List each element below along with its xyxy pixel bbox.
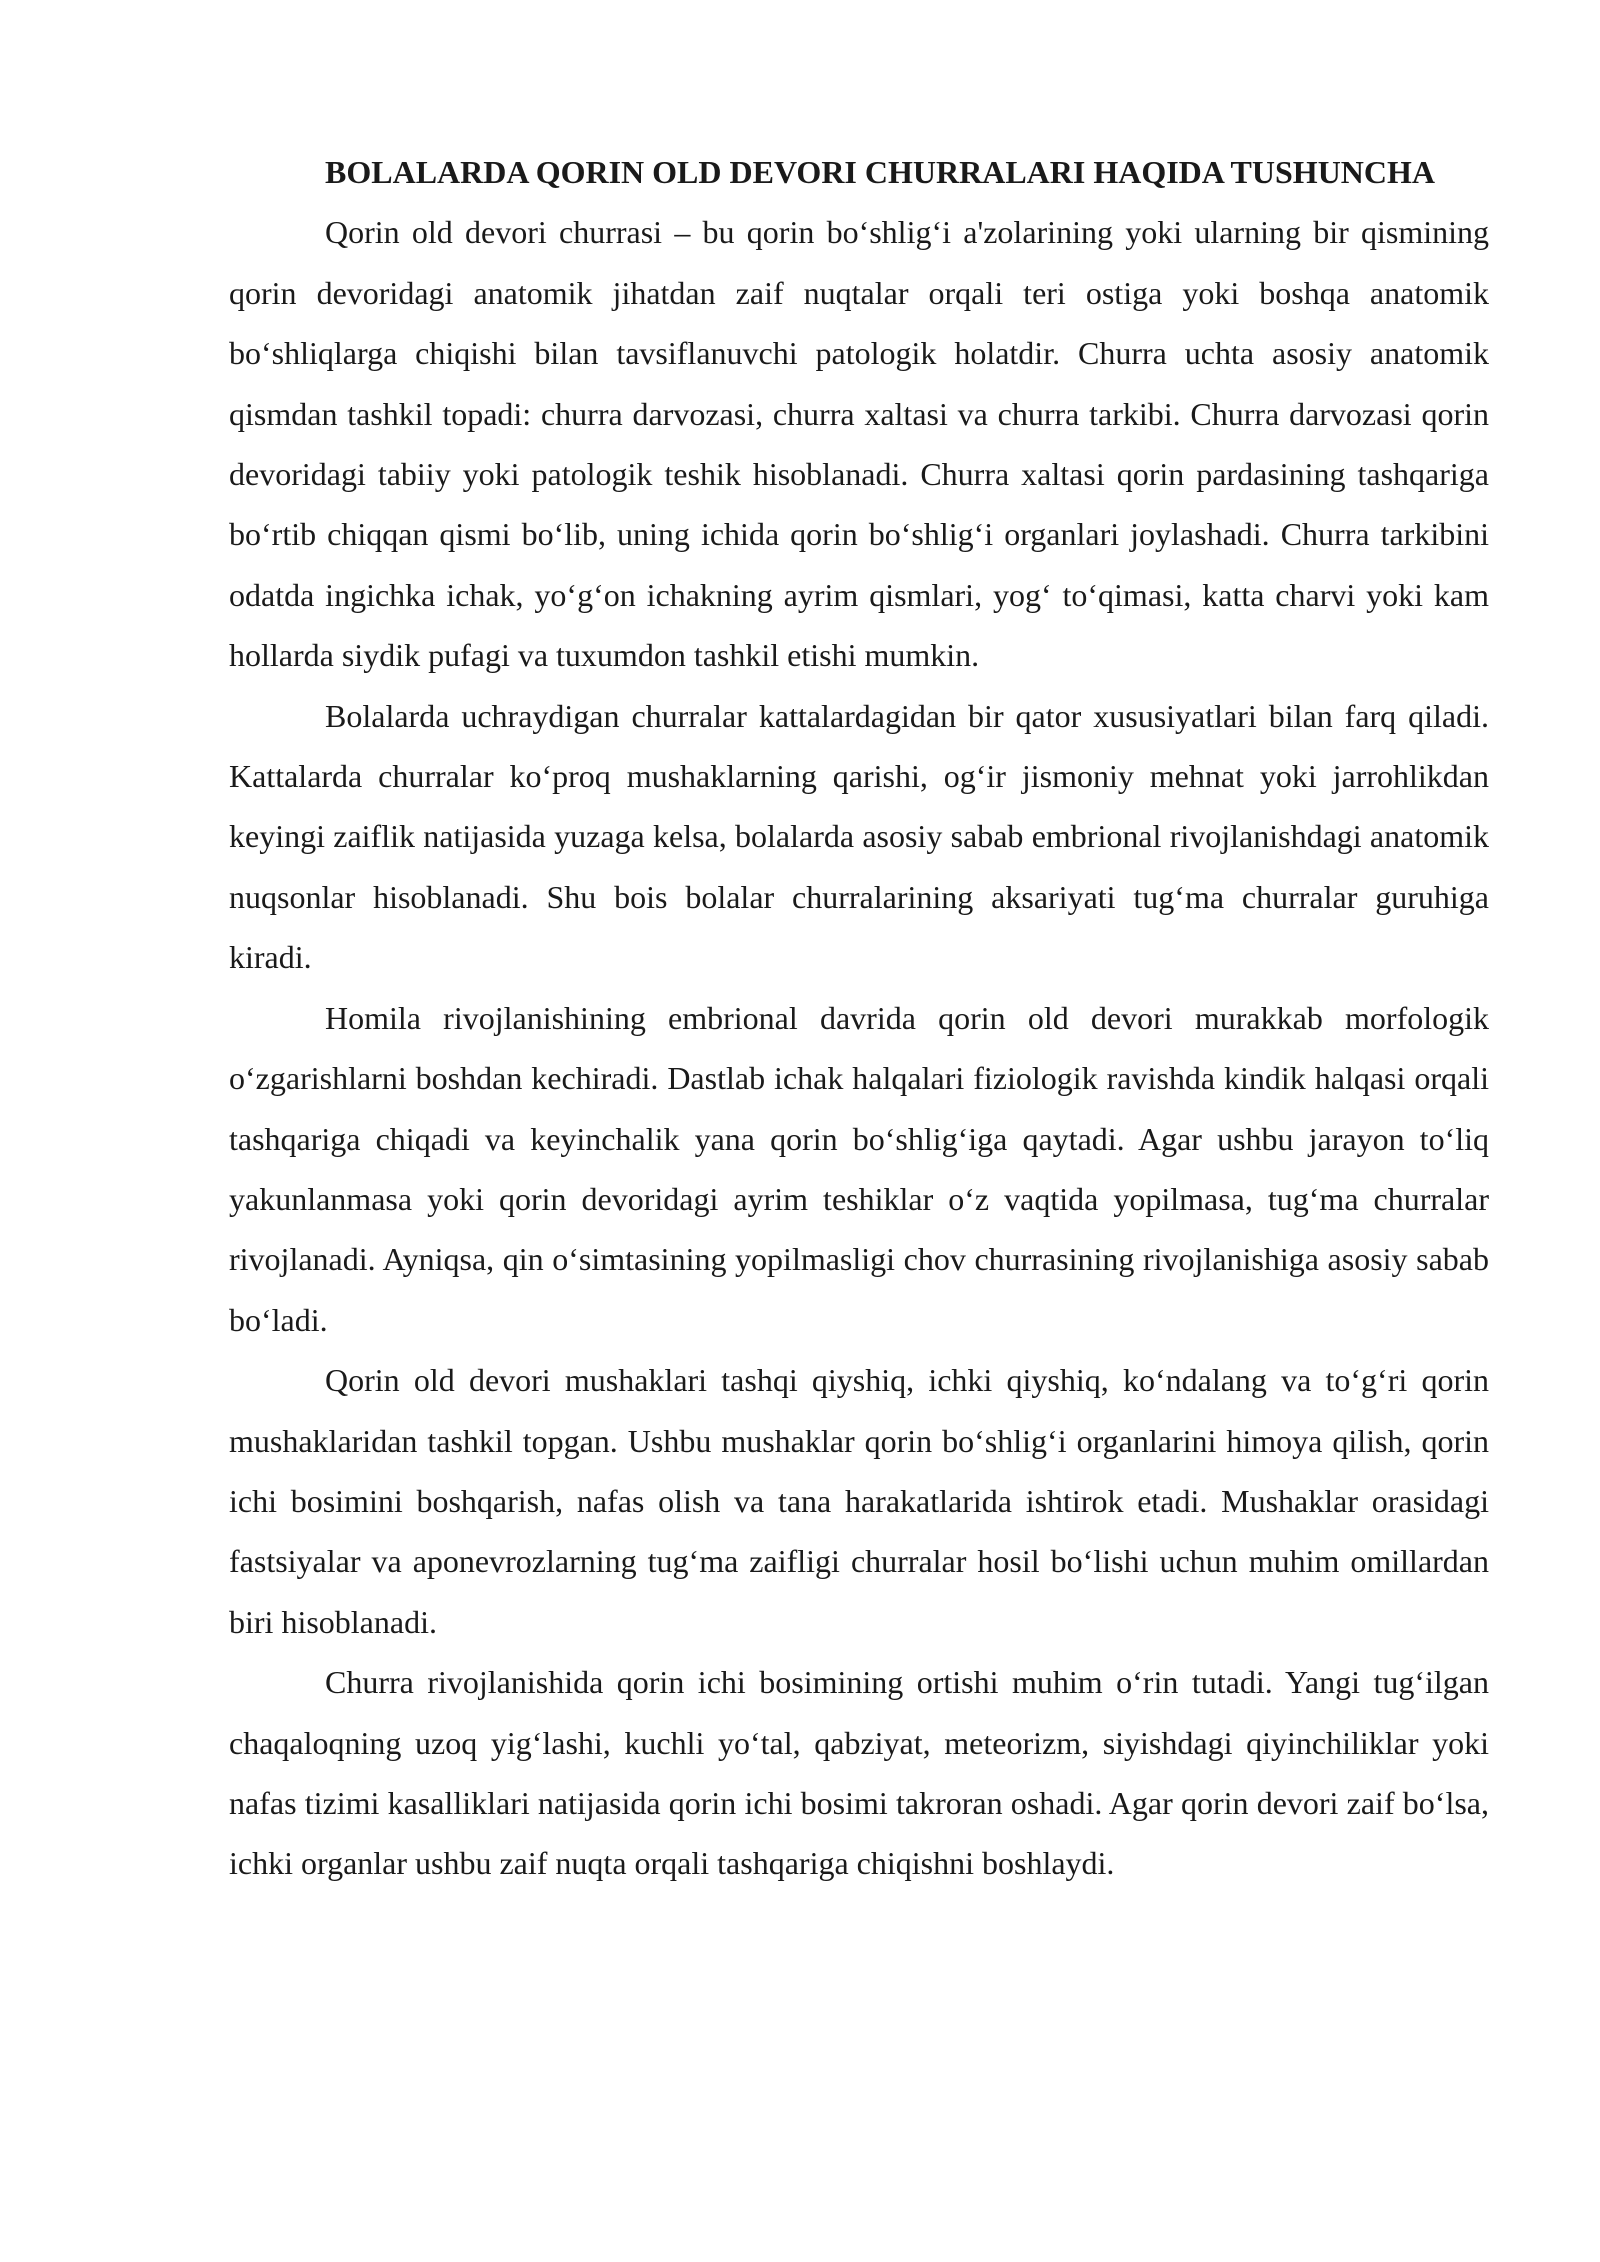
paragraph-children-features: Bolalarda uchraydigan churralar kattalardagidan bir qator xususiyatlari bilan farq qiladi. Kattalarda churralar ko‘proq mushaklarning qarishi, og‘ir jismoniy mehnat yoki jarrohlikdan keyingi zaiflik natijasida yuzaga kelsa, bolalarda asosiy sabab embrional rivojlanishdagi anatomik nuqsonlar hisoblanadi. Shu bois bolalar churralarining aksariyati tug‘ma churralar guruhiga kiradi. [229, 697, 1489, 976]
document-title: BOLALARDA QORIN OLD DEVORI CHURRALARI HAQIDA TUSHUNCHA [325, 154, 1436, 190]
paragraph-abdominal-muscles: Qorin old devori mushaklari tashqi qiyshiq, ichki qiyshiq, ko‘ndalang va to‘g‘ri qorin mushaklaridan tashkil topgan. Ushbu mushaklar qorin bo‘shlig‘i organlarini himoya qilish, qorin ichi bosimini boshqarish, nafas olish va tana harakatlarida ishtirok etadi. Mushaklar orasidagi fastsiyalar va aponevrozlarning tug‘ma zaifligi churralar hosil bo‘lishi uchun muhim omillardan biri hisoblanadi. [229, 1362, 1489, 1640]
paragraph-embryonal-development: Homila rivojlanishining embrional davrida qorin old devori murakkab morfologik o‘zgarishlarni boshdan kechiradi. Dastlab ichak halqalari fiziologik ravishda kindik halqasi orqali tashqariga chiqadi va keyinchalik yana qorin bo‘shlig‘iga qaytadi. Agar ushbu jarayon to‘liq yakunlanmasa yoki qorin devoridagi ayrim teshiklar o‘z vaqtida yopilmasa, tug‘ma churralar rivojlanadi. Ayniqsa, qin o‘simtasining yopilmasligi chov churrasining rivojlanishiga asosiy sabab bo‘ladi. [229, 999, 1489, 1338]
document-page [229, 142, 1489, 1894]
paragraph-intra-abdominal-pressure: Churra rivojlanishida qorin ichi bosimining ortishi muhim o‘rin tutadi. Yangi tug‘ilgan chaqaloqning uzoq yig‘lashi, kuchli yo‘tal, qabziyat, meteorizm, siyishdagi qiyinchiliklar yoki nafas tizimi kasalliklari natijasida qorin ichi bosimi takroran oshadi. Agar qorin devori zaif bo‘lsa, ichki organlar ushbu zaif nuqta orqali tashqariga chiqishni boshlaydi. [229, 1664, 1489, 1882]
paragraph-definition: Qorin old devori churrasi – bu qorin bo‘shlig‘i a'zolarining yoki ularning bir qismining qorin devoridagi anatomik jihatdan zaif nuqtalar orqali teri ostiga yoki boshqa anatomik bo‘shliqlarga chiqishi bilan tavsiflanuvchi patologik holatdir. Churra uchta asosiy anatomik qismdan tashkil topadi: churra darvozasi, churra xaltasi va churra tarkibi. Churra darvozasi qorin devoridagi tabiiy yoki patologik teshik hisoblanadi. Churra xaltasi qorin pardasining tashqariga bo‘rtib chiqqan qismi bo‘lib, uning ichida qorin bo‘shlig‘i organlari joylashadi. Churra tarkibini odatda ingichka ichak, yo‘g‘on ichakning ayrim qismlari, yog‘ to‘qimasi, katta charvi yoki kam hollarda siydik pufagi va tuxumdon tashkil etishi mumkin. [229, 214, 1489, 674]
